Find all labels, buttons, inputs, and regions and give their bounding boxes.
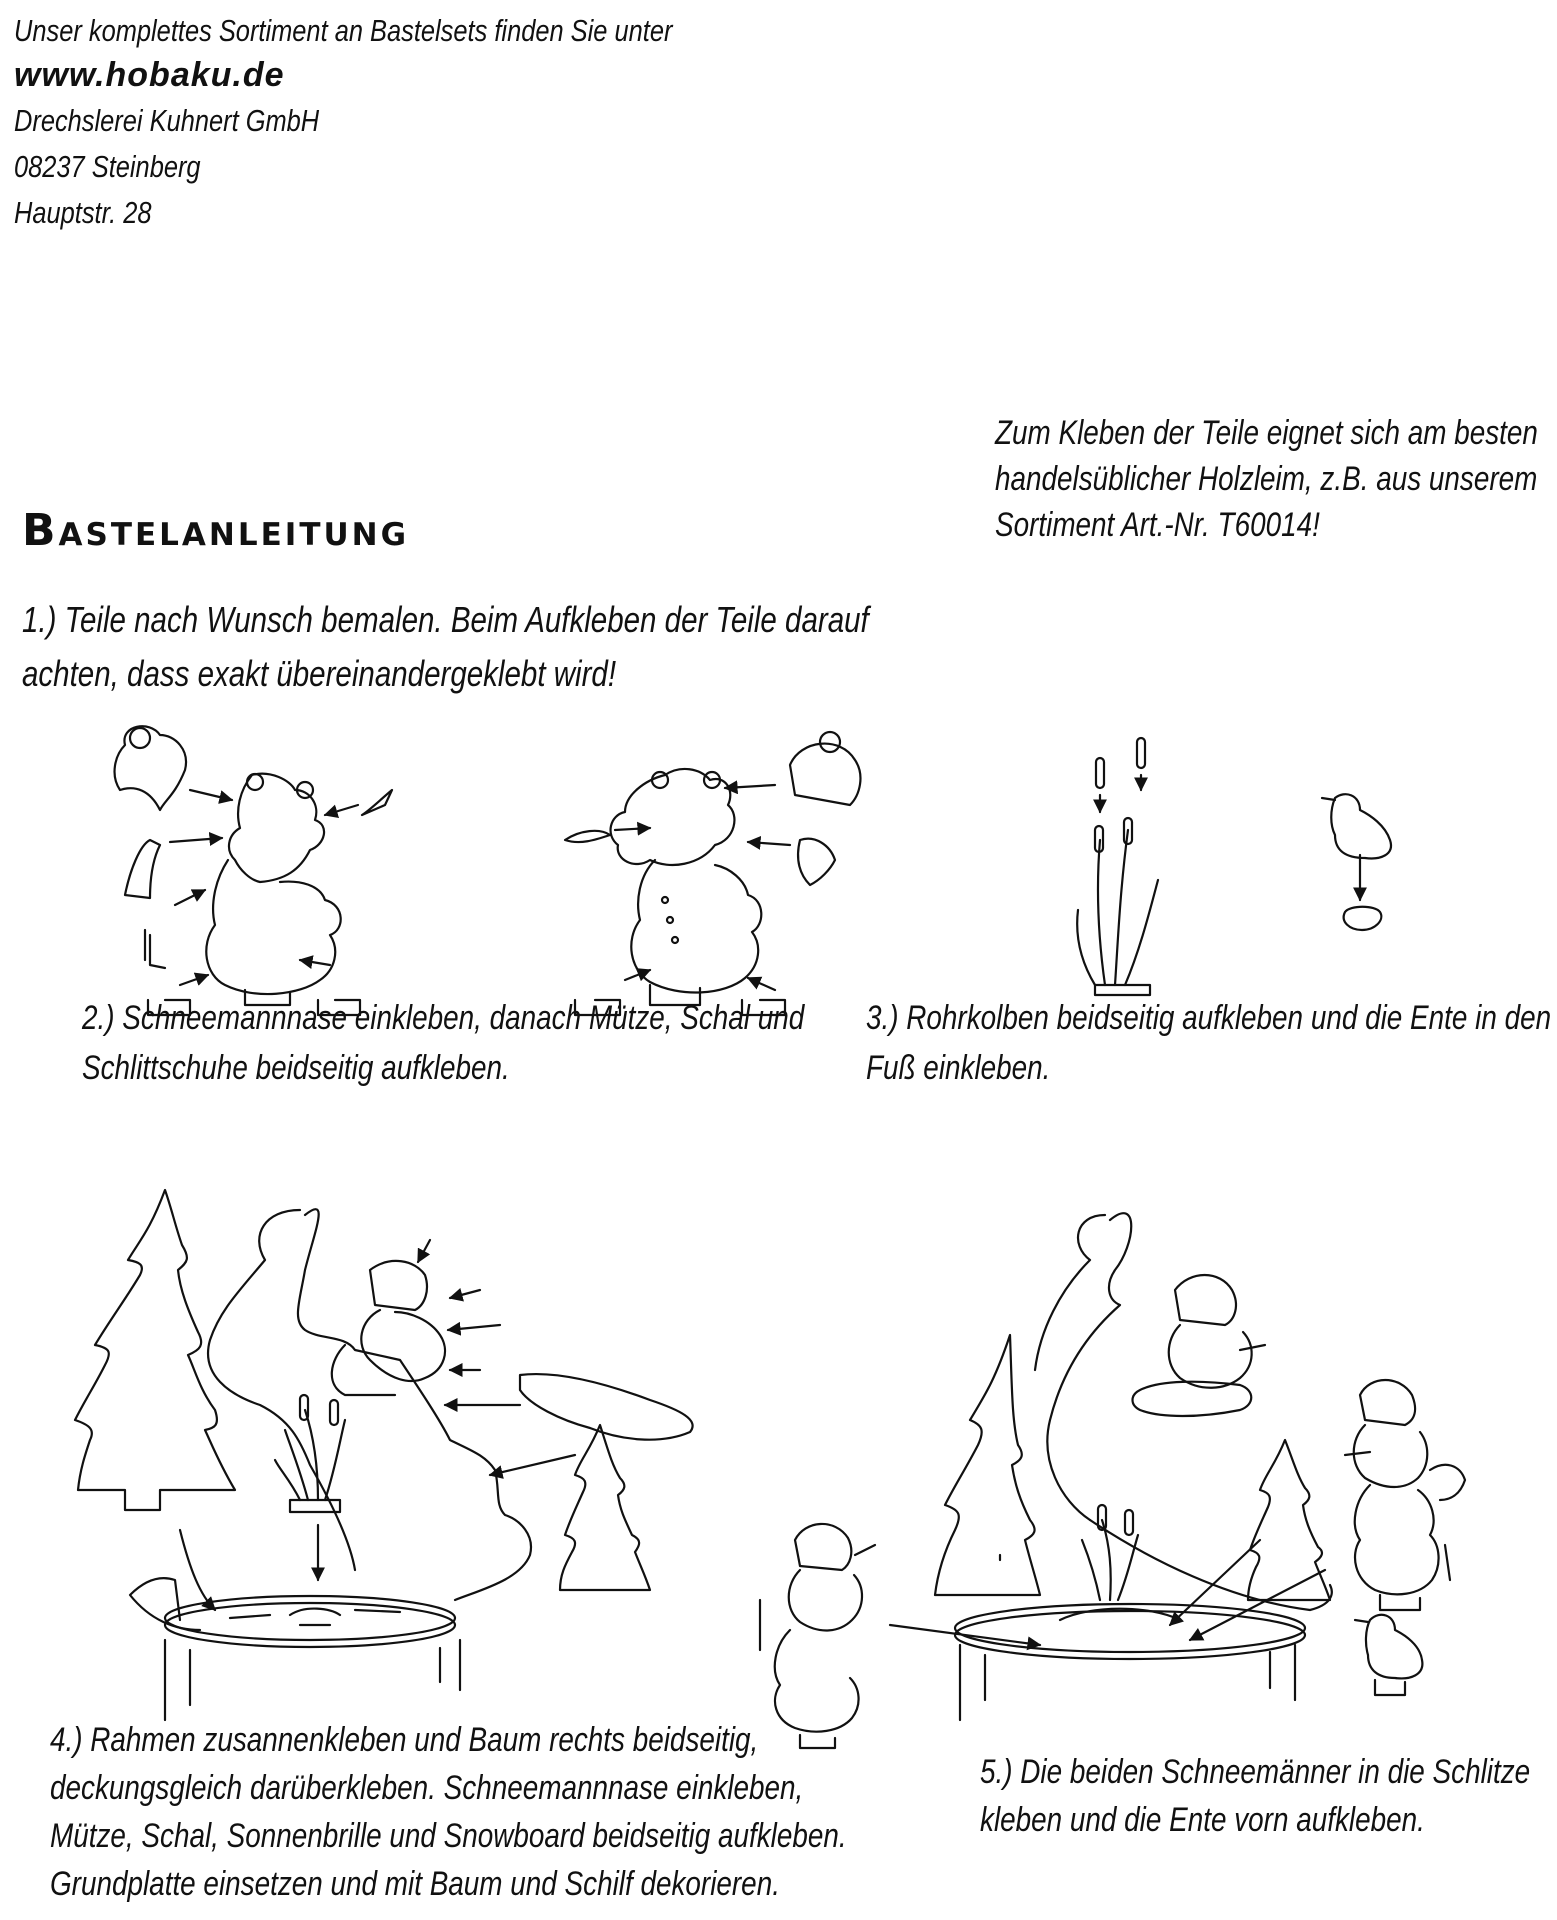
step-1-text: achten, dass exakt übereinandergeklebt wird! [22, 653, 617, 694]
reeds-exploded [1077, 738, 1158, 995]
step-4-text: deckungsgleich darüberkleben. Schneemannnase einkleben, [50, 1769, 804, 1807]
company-street: Hauptstr. 28 [14, 195, 152, 230]
website-url[interactable]: www.hobaku.de [14, 56, 285, 94]
final-assembly-5 [760, 1213, 1465, 1748]
step-4-text: Mütze, Schal, Sonnenbrille und Snowboard beidseitig aufkleben. [50, 1817, 847, 1855]
company-name: Drechslerei Kuhnert GmbH [14, 103, 320, 138]
glue-note-line: Sortiment Art.-Nr. T60014! [995, 506, 1320, 544]
step-2-text: 2.) Schneemannnase einkleben, danach Mütze, Schal und [82, 999, 805, 1037]
frame-assembly-4 [75, 1190, 1000, 1720]
company-city: 08237 Steinberg [14, 149, 201, 184]
step-5-text: kleben und die Ente vorn aufkleben. [980, 1801, 1425, 1839]
snowman-exploded-2 [565, 732, 860, 1015]
step-3-text: 3.) Rohrkolben beidseitig aufkleben und die Ente in den [866, 999, 1552, 1037]
step-4-text: Grundplatte einsetzen und mit Baum und Schilf dekorieren. [50, 1865, 780, 1903]
step-5-text: 5.) Die beiden Schneemänner in die Schlitze [980, 1753, 1531, 1791]
page-title: Bastelanleitung [22, 505, 410, 556]
step-4-text: 4.) Rahmen zusannenkleben und Baum rechts beidseitig, [50, 1721, 759, 1759]
step-1-text: 1.) Teile nach Wunsch bemalen. Beim Aufkleben der Teile darauf [22, 599, 869, 640]
step-3-text: Fuß einkleben. [866, 1049, 1051, 1087]
snowman-exploded-1 [115, 726, 392, 1015]
glue-note-line: Zum Kleben der Teile eignet sich am besten [995, 414, 1538, 452]
glue-note-line: handelsüblicher Holzleim, z.B. aus unserem [995, 460, 1538, 498]
duck-exploded [1322, 794, 1391, 930]
step-2-text: Schlittschuhe beidseitig aufkleben. [82, 1049, 510, 1087]
header-line: Unser komplettes Sortiment an Bastelsets finden Sie unter [14, 13, 673, 48]
